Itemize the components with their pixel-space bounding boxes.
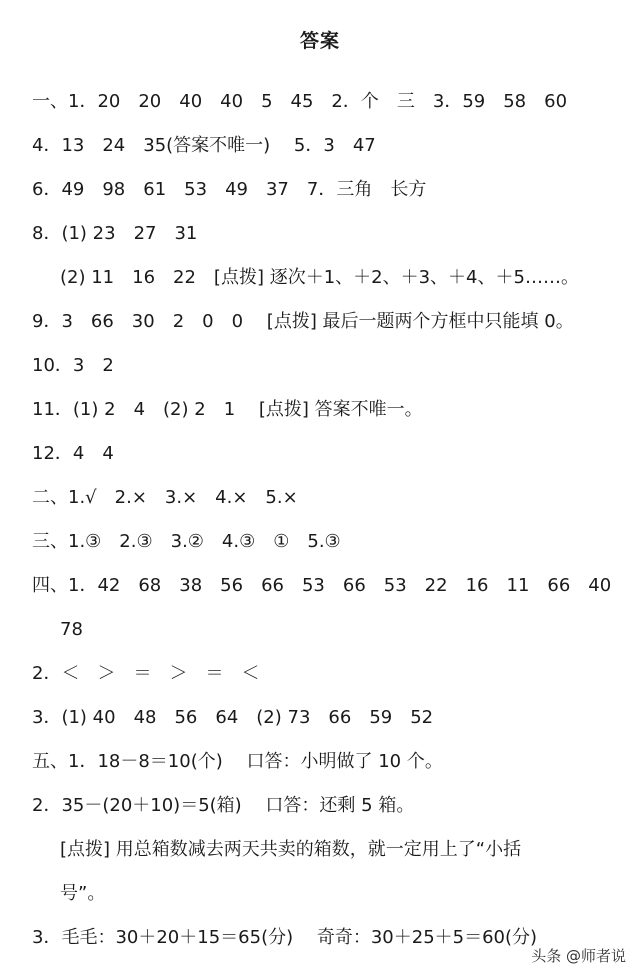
answer-line-19: 号”。 bbox=[60, 883, 106, 904]
answer-line-3: 6．49 98 61 53 49 37 7．三角 长方 bbox=[32, 179, 427, 200]
answer-line-8: 11．(1) 2 4 (2) 2 1 [点拨] 答案不唯一。 bbox=[32, 399, 423, 420]
answer-line-14: 2．＜ ＞ ＝ ＞ ＝ ＜ bbox=[32, 663, 260, 684]
answer-line-5: (2) 11 16 22 [点拨] 逐次＋1、＋2、＋3、＋4、＋5……。 bbox=[60, 267, 579, 288]
page-title: 答案 bbox=[299, 30, 340, 52]
answer-line-7: 10．3 2 bbox=[32, 355, 114, 376]
answer-line-18: [点拨] 用总箱数减去两天共卖的箱数，就一定用上了“小括 bbox=[60, 839, 522, 860]
answer-lines bbox=[0, 80, 640, 960]
answer-line-13: 78 bbox=[60, 619, 83, 640]
answer-line-17: 2．35－(20＋10)＝5(箱) 口答：还剩 5 箱。 bbox=[32, 795, 415, 816]
answer-line-1: 一、1．20 20 40 40 5 45 2．个 三 3．59 58 60 bbox=[32, 91, 568, 112]
answer-line-4: 8．(1) 23 27 31 bbox=[32, 223, 198, 244]
answer-line-15: 3．(1) 40 48 56 64 (2) 73 66 59 52 bbox=[32, 707, 434, 728]
answer-line-11: 三、1.③ 2.③ 3.② 4.③ ① 5.③ bbox=[32, 531, 341, 552]
answer-line-6: 9．3 66 30 2 0 0 [点拨] 最后一题两个方框中只能填 0。 bbox=[32, 311, 574, 332]
answer-line-20: 3．毛毛：30＋20＋15＝65(分) 奇奇：30＋25＋5＝60(分) bbox=[32, 927, 538, 948]
answer-line-9: 12．4 4 bbox=[32, 443, 114, 464]
watermark: 头条 @师者说 bbox=[531, 947, 626, 965]
answer-line-12: 四、1．42 68 38 56 66 53 66 53 22 16 11 66 40 bbox=[32, 575, 612, 596]
answer-line-2: 4．13 24 35(答案不唯一) 5．3 47 bbox=[32, 135, 376, 156]
answer-line-10: 二、1.√ 2.× 3.× 4.× 5.× bbox=[32, 487, 298, 508]
answer-line-16: 五、1．18－8＝10(个) 口答：小明做了 10 个。 bbox=[32, 751, 443, 772]
